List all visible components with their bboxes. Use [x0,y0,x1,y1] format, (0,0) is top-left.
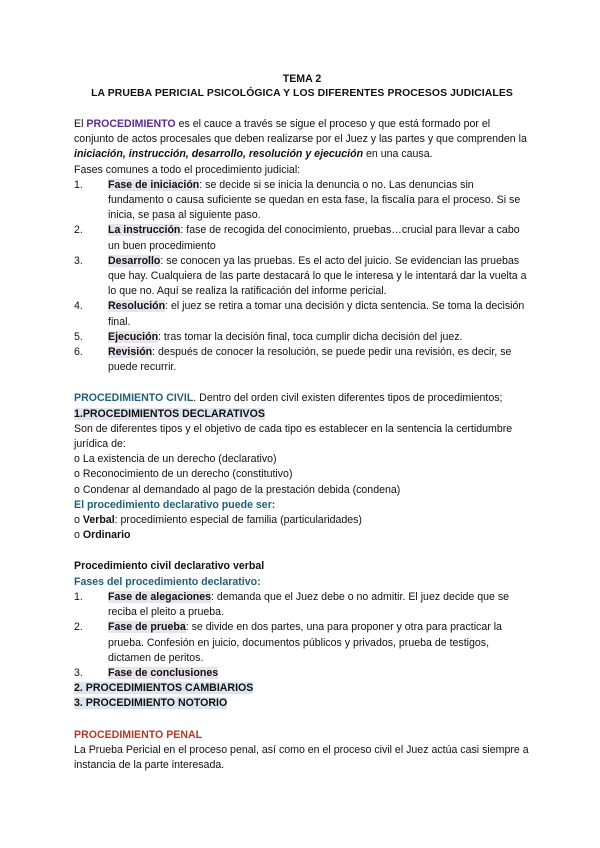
civil-bullet: o Condenar al demandado al pago de la prestación debida (condena) [74,483,401,496]
verbal-item-number: 1. [74,590,83,603]
phase-number: 4. [74,300,83,313]
civil-heading-rest: . Dentro del orden civil existen diferentes tipos de procedimientos; [193,392,503,405]
verbal-item-text: : demanda que el Juez debe o no admitir. El juez decide que se reciba el pleito a prueba. [108,590,510,619]
phase-number: 3. [74,254,83,267]
intro-term-procedimiento: PROCEDIMIENTO [86,118,176,130]
declarativos-desc: Son de diferentes tipos y el objetivo de cada tipo es establecer en la sentencia la certidumbre jurídica de: [74,422,513,451]
verbal-term: Verbal [82,514,115,527]
intro-text-a: El [74,118,87,130]
declarativos-heading [74,407,530,422]
document-content [74,72,530,773]
phase-item [74,330,530,345]
verbal-item-term: Fase de alegaciones [108,590,212,603]
cambiarios-label: 2. PROCEDIMIENTOS CAMBIARIOS [74,682,254,695]
notorio-label: 3. PROCEDIMIENTO NOTORIO [74,697,228,710]
civil-bullet: o Reconocimiento de un derecho (constitutivo) [74,468,293,481]
phase-text: : se conocen ya las pruebas. Es el acto del juicio. Se evidencian las pruebas que hay. Cualquiera de las parte destacará lo que le interesa y le intentará dar la vuelta a lo que no. Aquí se realiza la ratificación del informe pericial. [108,254,527,298]
verbal-heading: Procedimiento civil declarativo verbal [74,560,265,573]
verbal-item [74,590,530,620]
phase-term: Revisión [108,346,153,359]
phase-text: : se decide si se inicia la denuncia o no. Las denuncias sin fundamento o causa suficiente se quedan en esta fase, la fiscalía para el proceso. Si se inicia, se pasa al siguiente paso. [108,178,521,222]
civil-heading-line [74,391,530,406]
intro-text-b: es el cauce a través se sigue el proceso y que está formado por el conjunto de actos procesales que deben realizarse por el Juez y las partes y que comprenden la [74,118,527,146]
phase-term: Ejecución [108,330,159,343]
notorio-line [74,696,530,711]
ordinario-prefix: o [74,529,83,542]
phase-text: : tras tomar la decisión final, toca cumplir dicha decisión del juez. [158,330,463,343]
ordinario-term: Ordinario [82,529,131,542]
civil-heading: PROCEDIMIENTO CIVIL [74,392,194,405]
phase-item [74,299,530,329]
phase-item [74,178,530,224]
verbal-fases-heading: Fases del procedimiento declarativo: [74,575,261,588]
phase-term: Desarrollo [108,254,161,267]
verbal-item-number: 2. [74,621,83,634]
phase-term: Fase de iniciación [108,178,200,191]
intro-paragraph [74,117,530,163]
phase-number: 2. [74,224,83,237]
verbal-text: : procedimiento especial de familia (particularidades) [114,514,362,527]
doc-title: LA PRUEBA PERICIAL PSICOLÓGICA Y LOS DIFERENTES PROCESOS JUDICIALES [91,88,513,99]
verbal-prefix: o [74,514,83,527]
phase-text: : el juez se retira a tomar una decisión y dicta sentencia. Se toma la decisión final. [108,300,525,328]
verbal-item [74,666,530,681]
phase-item [74,254,530,300]
phase-number: 6. [74,346,83,359]
phase-term: Resolución [108,300,166,313]
ordinario-line [74,528,530,543]
verbal-item-term: Fase de conclusiones [108,666,219,679]
phase-number: 1. [74,178,83,191]
phase-item [74,345,530,375]
verbal-item-term: Fase de prueba [108,621,186,634]
doc-tema: TEMA 2 [282,73,322,85]
penal-text: La Prueba Pericial en el proceso penal, así como en el proceso civil el Juez actúa casi siempre a instancia de la parte interesada. [74,743,529,771]
verbal-item-text: : se divide en dos partes, una para proponer y otra para practicar la prueba. Confesión en juicio, documentos públicos y privados, prueba de testigos, dictamen de peritos. [108,621,502,664]
penal-heading: PROCEDIMIENTO PENAL [74,728,203,741]
verbal-item-number: 3. [74,666,83,679]
fases-intro: Fases comunes a todo el procedimiento judicial: [74,163,301,176]
verbal-item [74,620,530,666]
phase-item [74,223,530,253]
intro-phases: iniciación, instrucción, desarrollo, resolución y ejecución [74,148,364,161]
phase-text: : fase de recogida del conocimiento, pruebas…crucial para llevar a cabo un buen procedimiento [108,224,520,252]
cambiarios-line [74,681,530,696]
phase-term: La instrucción [108,224,181,237]
phase-text: : después de conocer la resolución, se puede pedir una revisión, es decir, se puede recurrir. [108,346,512,374]
intro-text-c: en una causa. [363,148,433,161]
phase-number: 5. [74,330,83,343]
declarativo-puede: El procedimiento declarativo puede ser: [74,498,276,511]
declarativos-label: 1.PROCEDIMIENTOS DECLARATIVOS [74,407,265,420]
verbal-line [74,513,530,528]
civil-bullet: o La existencia de un derecho (declarativo) [74,453,277,466]
